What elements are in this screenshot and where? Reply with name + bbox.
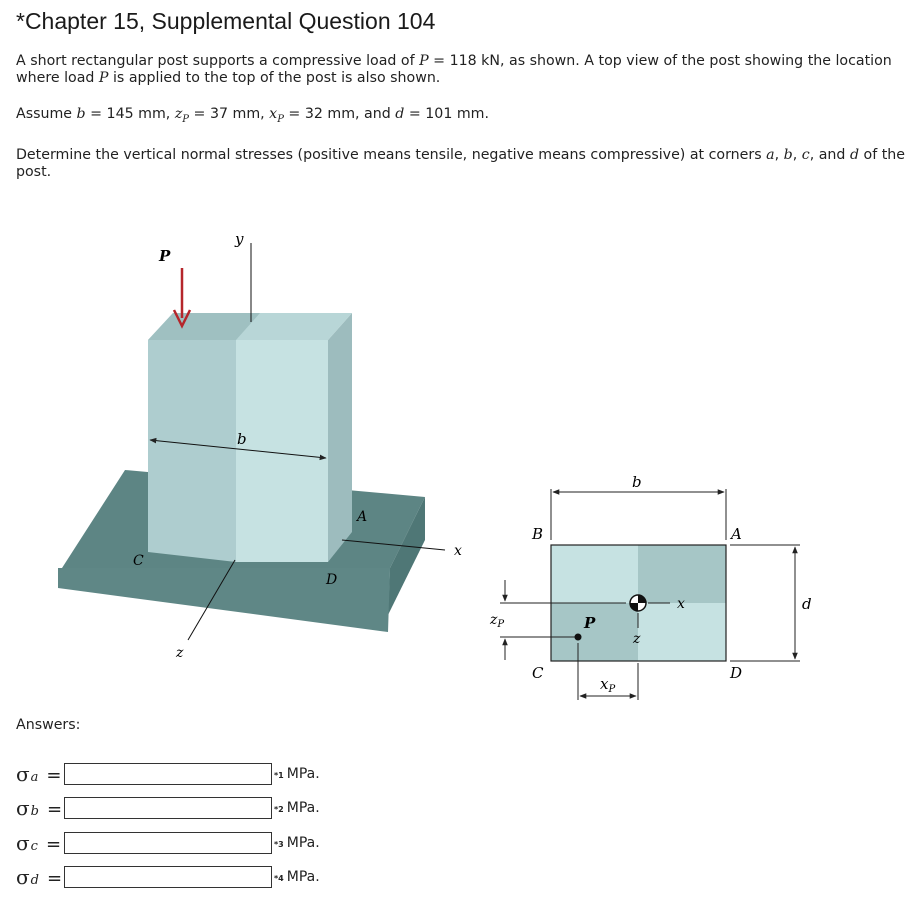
label-z-iso: z <box>176 645 184 661</box>
label-C-iso: C <box>133 553 144 569</box>
label-y: y <box>235 230 244 248</box>
answer-tag: *2 <box>274 804 284 814</box>
sigma-c-input[interactable] <box>64 832 272 854</box>
sigma-a-input[interactable] <box>64 763 272 785</box>
sigma-b-label: σ b = <box>16 796 63 820</box>
label-d-top: d <box>802 595 812 613</box>
label-C-top: C <box>532 664 544 682</box>
centroid-icon <box>630 595 646 611</box>
label-P-top: P <box>584 614 596 632</box>
sigma-c-label: σ c = <box>16 831 62 855</box>
problem-statement: A short rectangular post supports a compressive load of P = 118 kN, as shown. A top view of the post showing the location where load P is applied to the top of the post is also shown. <box>16 53 892 86</box>
answer-row-c <box>16 831 320 855</box>
label-b-top: b <box>632 473 642 491</box>
sigma-d-label: σ d = <box>16 865 63 889</box>
answer-row-b <box>16 796 320 820</box>
label-P: P <box>159 247 171 265</box>
unit-label: MPa. <box>286 869 320 885</box>
label-x-top: x <box>677 596 685 612</box>
label-x-iso: x <box>454 543 462 559</box>
unit-label: MPa. <box>286 766 320 782</box>
unit-label: MPa. <box>286 835 320 851</box>
post <box>148 313 352 562</box>
sigma-d-input[interactable] <box>64 866 272 888</box>
question-text: Determine the vertical normal stresses (positive means tensile, negative means compressive) at corners a, b, c, and d of the post. <box>16 147 906 180</box>
answer-tag: *4 <box>274 873 284 883</box>
label-D-top: D <box>730 664 743 682</box>
label-z-top: z <box>633 631 641 647</box>
sigma-a-label: σ a = <box>16 762 62 786</box>
load-point-icon <box>575 634 582 641</box>
label-D-iso: D <box>326 572 338 588</box>
answer-row-d <box>16 865 320 889</box>
label-b-iso: b <box>237 430 247 448</box>
label-xp: $x_P$ <box>600 675 616 695</box>
page-title: *Chapter 15, Supplemental Question 104 <box>16 8 436 34</box>
answers-label: Answers: <box>16 717 81 733</box>
label-A-iso: A <box>357 509 368 525</box>
label-zp: $z_P$ <box>490 612 505 630</box>
answer-tag: *3 <box>274 839 284 849</box>
unit-label: MPa. <box>286 800 320 816</box>
label-B-top: B <box>532 525 544 543</box>
label-A-top: A <box>731 525 742 543</box>
answer-tag: *1 <box>274 770 284 780</box>
answer-row-a <box>16 762 320 786</box>
sigma-b-input[interactable] <box>64 797 272 819</box>
given-values: Assume b = 145 mm, $z_P = 37$ mm, $x_P = 32$ mm, and d = 101 mm. <box>16 106 490 125</box>
